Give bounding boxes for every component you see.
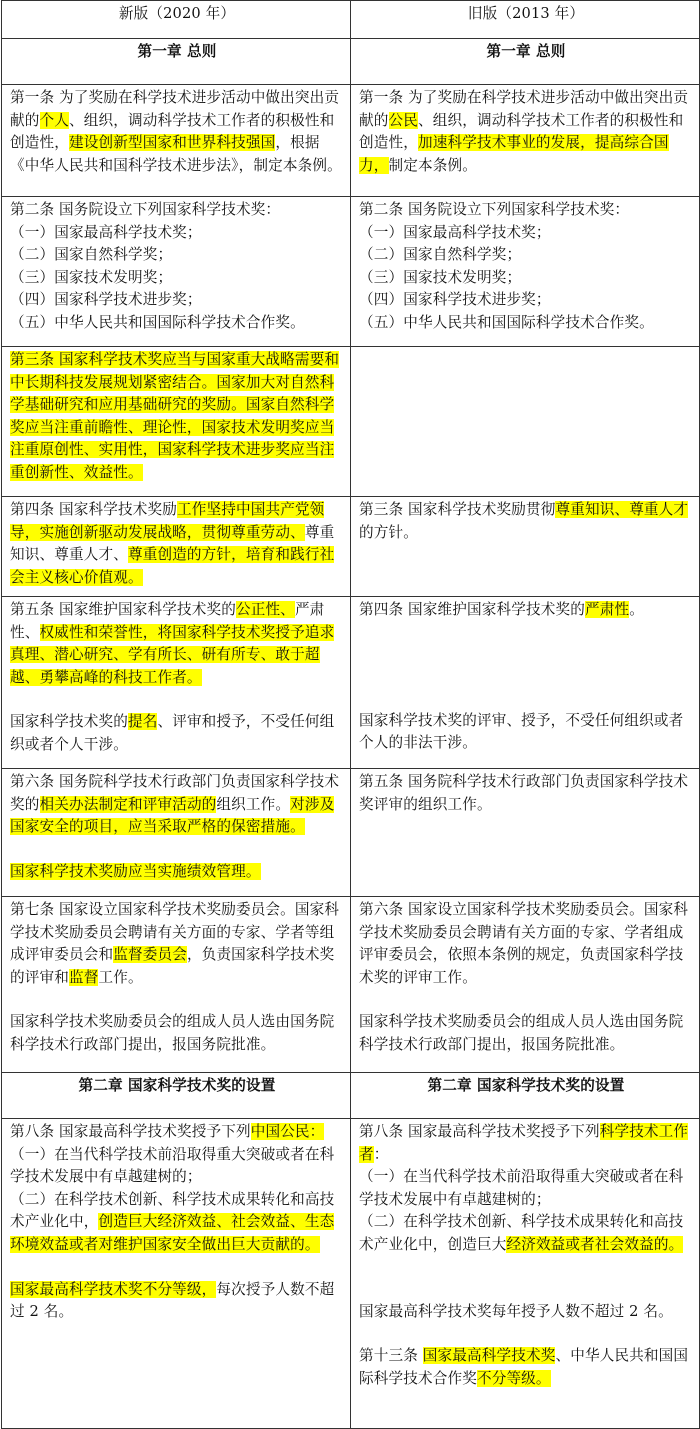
text-run: 、中华人民共和国国际科学技术合作奖 [359, 1347, 689, 1387]
highlighted-text: 监督 [68, 968, 99, 986]
text-run: 第六条 国务院科学技术行政部门负责国家科学技术奖的 [10, 773, 340, 813]
article-cell-old [351, 347, 700, 497]
chapter-title-old: 第一章 总则 [351, 39, 700, 85]
text-run: （一）国家最高科学技术奖； [10, 223, 202, 241]
paragraph-gap [359, 1279, 693, 1301]
highlighted-text: 尊重知识、尊重人才 [555, 501, 689, 518]
paragraph [10, 899, 344, 989]
text-run: （三）国家技术发明奖； [359, 268, 522, 286]
highlighted-text: 国家最高科学技术奖 [422, 1347, 556, 1365]
text-run: 国家科学技术奖励委员会的组成人员人选由国务院科学技术行政部门提出，报国务院批准。 [359, 1013, 684, 1053]
paragraph [10, 267, 344, 290]
highlighted-text: 科学技术工作者 [359, 1123, 689, 1163]
table-body [2, 39, 700, 1429]
paragraph [359, 1121, 693, 1166]
paragraph [359, 87, 693, 177]
text-run: ，根据《中华人民共和国科学技术进步法》，制定本条例。 [10, 134, 342, 174]
article-cell-new [2, 85, 351, 197]
highlighted-text: 第三条 国家科学技术奖应当与国家重大战略需要和中长期科技发展规划紧密结合。国家加大对自然科学基础研究和应用基础研究的奖励。国家自然科学奖应当注重前瞻性、理论性，国家技术发明奖应当注重原创性、实用性，国家科学技术进步奖应当注重创新性、效益性。 [10, 351, 340, 481]
highlighted-text: 不分等级。 [476, 1369, 551, 1387]
text-run: （三）国家技术发明奖； [10, 268, 173, 286]
highlighted-text: 相关办法制定和评审活动的 [39, 795, 217, 813]
text-run: （二）国家自然科学奖； [10, 246, 173, 264]
text-run: ： [373, 1145, 389, 1163]
paragraph [359, 1011, 693, 1056]
article-row [2, 497, 700, 597]
text-run: （一）在当代科学技术前沿取得重大突破或者在科学技术发展中有卓越建树的； [10, 1145, 335, 1186]
article-cell-new [2, 197, 351, 347]
comparison-table [1, 0, 700, 1429]
article-cell-old [351, 497, 700, 597]
chapter-title-new: 第二章 国家科学技术奖的设置 [2, 1073, 351, 1119]
highlighted-text: 加速科学技术事业的发展，提高综合国力， [359, 134, 669, 174]
paragraph [359, 222, 693, 245]
text-run: （一）在当代科学技术前沿取得重大突破或者在科学技术发展中有卓越建树的； [359, 1168, 684, 1208]
paragraph [10, 87, 344, 177]
chapter-row [2, 1073, 700, 1119]
article-cell-new [2, 347, 351, 497]
text-run: 第五条 国家维护国家科学技术奖的 [10, 601, 236, 618]
highlighted-text: 中国公民： [250, 1123, 325, 1140]
text-run: 制定本条例。 [388, 156, 477, 174]
paragraph [10, 1121, 344, 1144]
highlighted-text: 个人 [39, 111, 69, 129]
text-run: 国家科学技术奖的 [10, 713, 128, 731]
article-cell-new [2, 597, 351, 769]
text-run: 组织工作。 [216, 795, 291, 813]
article-row [2, 347, 700, 497]
paragraph [359, 499, 693, 544]
paragraph [359, 899, 693, 989]
paragraph [359, 599, 693, 622]
text-run: 国家最高科学技术奖每年授予人数不超过 2 名。 [359, 1302, 673, 1320]
paragraph-gap [10, 989, 344, 1011]
highlighted-text: 权威性和荣誉性，将国家科学技术奖授予追求真理、潜心研究、学有所长、研有所专、敢于超越、勇攀高峰的科技工作者。 [10, 623, 335, 686]
text-run: ，负责国家科学技术奖的评审和 [10, 946, 335, 986]
paragraph [10, 1011, 344, 1056]
text-run: 第一条 为了奖励在科学技术进步活动中做出突出贡献的 [10, 89, 340, 129]
highlighted-text: 工作坚持中国共产党领导，实施创新驱动发展战略，贯彻尊重劳动、 [10, 501, 325, 541]
text-run: 每次授予人数不超过 2 名。 [10, 1280, 335, 1321]
paragraph [10, 199, 344, 222]
paragraph [10, 1279, 344, 1324]
text-run: 的方针。 [359, 523, 418, 541]
text-run: 第二条 国务院设立下列国家科学技术奖： [10, 201, 281, 218]
chapter-title-new: 第一章 总则 [2, 39, 351, 85]
text-run: （四）国家科学技术进步奖； [359, 291, 551, 309]
paragraph [10, 861, 344, 884]
highlighted-text: 经济效益或者社会效益的。 [506, 1235, 684, 1253]
text-run: 严肃性、 [10, 601, 325, 641]
paragraph [359, 199, 693, 222]
highlighted-text: 尊重创造的方针，培育和践行社会主义核心价值观。 [10, 546, 335, 586]
text-run: 第三条 国家科学技术奖励贯彻 [359, 501, 556, 518]
text-run: （二）在科学技术创新、科学技术成果转化和高技术产业化中， [10, 1190, 335, 1231]
paragraph-gap [10, 839, 344, 861]
highlighted-text: 公正性、 [235, 601, 295, 618]
paragraph [359, 710, 693, 755]
highlighted-text: 提名 [127, 713, 158, 731]
text-run: 工作。 [98, 968, 143, 986]
paragraph [10, 312, 344, 335]
paragraph [359, 1345, 693, 1390]
highlighted-text: 建设创新型国家和世界科技强国 [68, 134, 276, 152]
text-run: （五）中华人民共和国国际科学技术合作奖。 [10, 313, 305, 331]
article-cell-new [2, 497, 351, 597]
highlighted-text: 监督委员会 [113, 946, 187, 964]
text-run: 、组织，调动科学技术工作者的积极性和创造性， [359, 111, 684, 152]
paragraph-gap [359, 688, 693, 710]
chapter-row [2, 39, 700, 85]
article-cell-old [351, 1119, 700, 1429]
text-run: 第八条 国家最高科学技术奖授予下列 [10, 1123, 251, 1140]
paragraph [10, 499, 344, 589]
highlighted-text: 公民 [388, 111, 418, 129]
paragraph [10, 244, 344, 267]
highlighted-text: 国家科学技术奖励应当实施绩效管理。 [10, 862, 261, 880]
highlighted-text: 对涉及国家安全的项目，应当采取严格的保密措施。 [10, 795, 335, 836]
paragraph [359, 1166, 693, 1211]
highlighted-text: 国家最高科学技术奖不分等级， [10, 1280, 217, 1298]
article-cell-old [351, 597, 700, 769]
paragraph [10, 349, 344, 485]
text-run: 第十三条 [359, 1347, 423, 1365]
article-cell-old [351, 897, 700, 1073]
article-row [2, 897, 700, 1073]
paragraph-gap [359, 1257, 693, 1279]
paragraph [10, 1189, 344, 1257]
paragraph-gap [10, 1257, 344, 1279]
paragraph-gap [10, 689, 344, 711]
text-run: 国家科学技术奖的评审、授予，不受任何组织或者个人的非法干涉。 [359, 711, 684, 752]
paragraph-gap [359, 1323, 693, 1345]
article-cell-old [351, 85, 700, 197]
text-run: （二）在科学技术创新、科学技术成果转化和高技术产业化中，创造巨大 [359, 1213, 684, 1253]
article-row [2, 769, 700, 897]
column-header-new: 新版（2020 年） [2, 1, 351, 39]
text-run: 、组织，调动科学技术工作者的积极性和创造性， [10, 111, 335, 152]
article-cell-new [2, 1119, 351, 1429]
paragraph [359, 312, 693, 335]
paragraph-gap [359, 989, 693, 1011]
paragraph [10, 289, 344, 312]
text-run: 第八条 国家最高科学技术奖授予下列 [359, 1123, 600, 1140]
text-run: 第六条 国家设立国家科学技术奖励委员会。国家科学技术奖励委员会聘请有关方面的专家、学者组成评审委员会，依照本条例的规定，负责国家科学技术奖的评审工作。 [359, 901, 689, 986]
article-row [2, 197, 700, 347]
paragraph [359, 1301, 693, 1324]
article-cell-new [2, 897, 351, 1073]
paragraph [359, 289, 693, 312]
paragraph [10, 222, 344, 245]
column-header-old: 旧版（2013 年） [351, 1, 700, 39]
paragraph-gap [359, 644, 693, 666]
paragraph [359, 1211, 693, 1256]
text-run: 第五条 国务院科学技术行政部门负责国家科学技术奖评审的组织工作。 [359, 773, 689, 813]
header-row [2, 1, 700, 39]
paragraph [10, 1144, 344, 1189]
paragraph [10, 711, 344, 756]
paragraph [359, 771, 693, 816]
article-cell-old [351, 197, 700, 347]
paragraph [359, 267, 693, 290]
text-run: 国家科学技术奖励委员会的组成人员人选由国务院科学技术行政部门提出，报国务院批准。 [10, 1013, 335, 1053]
text-run: 第七条 国家设立国家科学技术奖励委员会。国家科学技术奖励委员会聘请有关方面的专家、学者等组成评审委员会和 [10, 901, 340, 964]
text-run: 尊重知识、尊重人才、 [10, 523, 335, 564]
text-run: 第四条 国家科学技术奖励 [10, 501, 177, 518]
paragraph-gap [359, 622, 693, 644]
chapter-title-old: 第二章 国家科学技术奖的设置 [351, 1073, 700, 1119]
text-run: 第二条 国务院设立下列国家科学技术奖： [359, 201, 630, 218]
article-row [2, 597, 700, 769]
text-run: （五）中华人民共和国国际科学技术合作奖。 [359, 313, 654, 331]
text-run: 第四条 国家维护国家科学技术奖的 [359, 601, 585, 618]
article-row [2, 1119, 700, 1429]
article-row [2, 85, 700, 197]
article-cell-old [351, 769, 700, 897]
text-run: 、评审和授予，不受任何组织或者个人干涉。 [10, 713, 335, 753]
text-run: （二）国家自然科学奖； [359, 246, 522, 264]
paragraph-gap [359, 666, 693, 688]
text-run: （四）国家科学技术进步奖； [10, 291, 202, 309]
paragraph [10, 771, 344, 839]
text-run: 。 [629, 601, 644, 618]
highlighted-text: 创造巨大经济效益、社会效益、生态环境效益或者对维护国家安全做出巨大贡献的。 [10, 1213, 335, 1253]
paragraph [359, 244, 693, 267]
paragraph [10, 599, 344, 689]
text-run: （一）国家最高科学技术奖； [359, 223, 551, 241]
article-cell-new [2, 769, 351, 897]
highlighted-text: 严肃性 [584, 601, 630, 618]
text-run: 第一条 为了奖励在科学技术进步活动中做出突出贡献的 [359, 89, 689, 129]
